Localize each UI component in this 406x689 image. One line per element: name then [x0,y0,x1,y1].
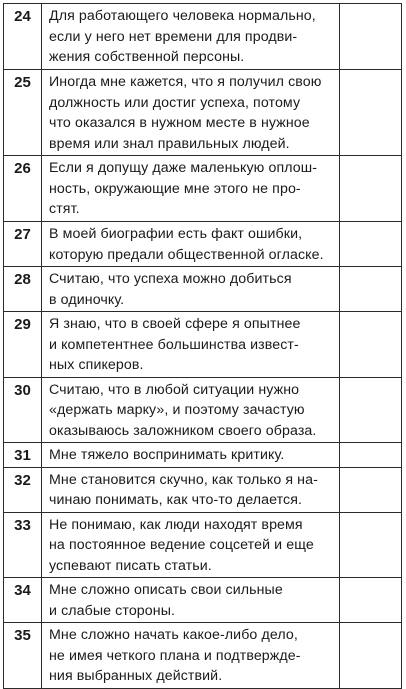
question-text: Мне тяжело воспринимать критику. [42,443,340,468]
answer-cell[interactable] [340,467,402,512]
question-text: Я знаю, что в своей сфере я опытнее и компетентнее большинства извест- ных спикеров. [42,312,340,378]
answer-cell[interactable] [340,578,402,623]
table-row [4,443,402,468]
question-text: Считаю, что успеха можно добиться в одиночку. [42,267,340,312]
answer-cell[interactable] [340,156,402,222]
question-number: 28 [4,267,42,312]
question-number: 33 [4,512,42,578]
question-number: 32 [4,467,42,512]
answer-cell[interactable] [340,222,402,267]
question-number: 34 [4,578,42,623]
table-row [4,156,402,222]
question-text: Иногда мне кажется, что я получил свою должность или достиг успеха, потому что оказался в нужном месте в нужное время или знал правильных людей. [42,70,340,156]
question-text: Не понимаю, как люди находят время на постоянное ведение соцсетей и еще успевают писать статьи. [42,512,340,578]
answer-cell[interactable] [340,312,402,378]
table-row [4,70,402,156]
question-number: 35 [4,623,42,689]
answer-cell[interactable] [340,443,402,468]
question-text: Для работающего человека нормально, если у него нет времени для продви- жения собственной персоны. [42,4,340,70]
table-row [4,222,402,267]
question-text: Если я допущу даже маленькую оплош- ность, окружающие мне этого не про- стят. [42,156,340,222]
question-number: 29 [4,312,42,378]
table-row [4,377,402,443]
table-row [4,312,402,378]
question-number: 25 [4,70,42,156]
question-number: 27 [4,222,42,267]
question-text: Мне сложно описать свои сильные и слабые стороны. [42,578,340,623]
question-number: 30 [4,377,42,443]
question-number: 26 [4,156,42,222]
question-text: Мне сложно начать какое-либо дело, не имея четкого плана и подтвержде- ния выбранных действий. [42,623,340,689]
answer-cell[interactable] [340,512,402,578]
table-row [4,267,402,312]
answer-cell[interactable] [340,267,402,312]
question-number: 24 [4,4,42,70]
questionnaire-table [3,3,402,689]
table-row [4,4,402,70]
answer-cell[interactable] [340,623,402,689]
question-text: Мне становится скучно, как только я на- чинаю понимать, как что-то делается. [42,467,340,512]
answer-cell[interactable] [340,377,402,443]
question-text: Считаю, что в любой ситуации нужно «держать марку», и поэтому зачастую оказываюсь заложником своего образа. [42,377,340,443]
table-row [4,512,402,578]
answer-cell[interactable] [340,70,402,156]
table-row [4,578,402,623]
table-row [4,467,402,512]
question-number: 31 [4,443,42,468]
table-row [4,623,402,689]
answer-cell[interactable] [340,4,402,70]
question-text: В моей биографии есть факт ошибки, которую предали общественной огласке. [42,222,340,267]
